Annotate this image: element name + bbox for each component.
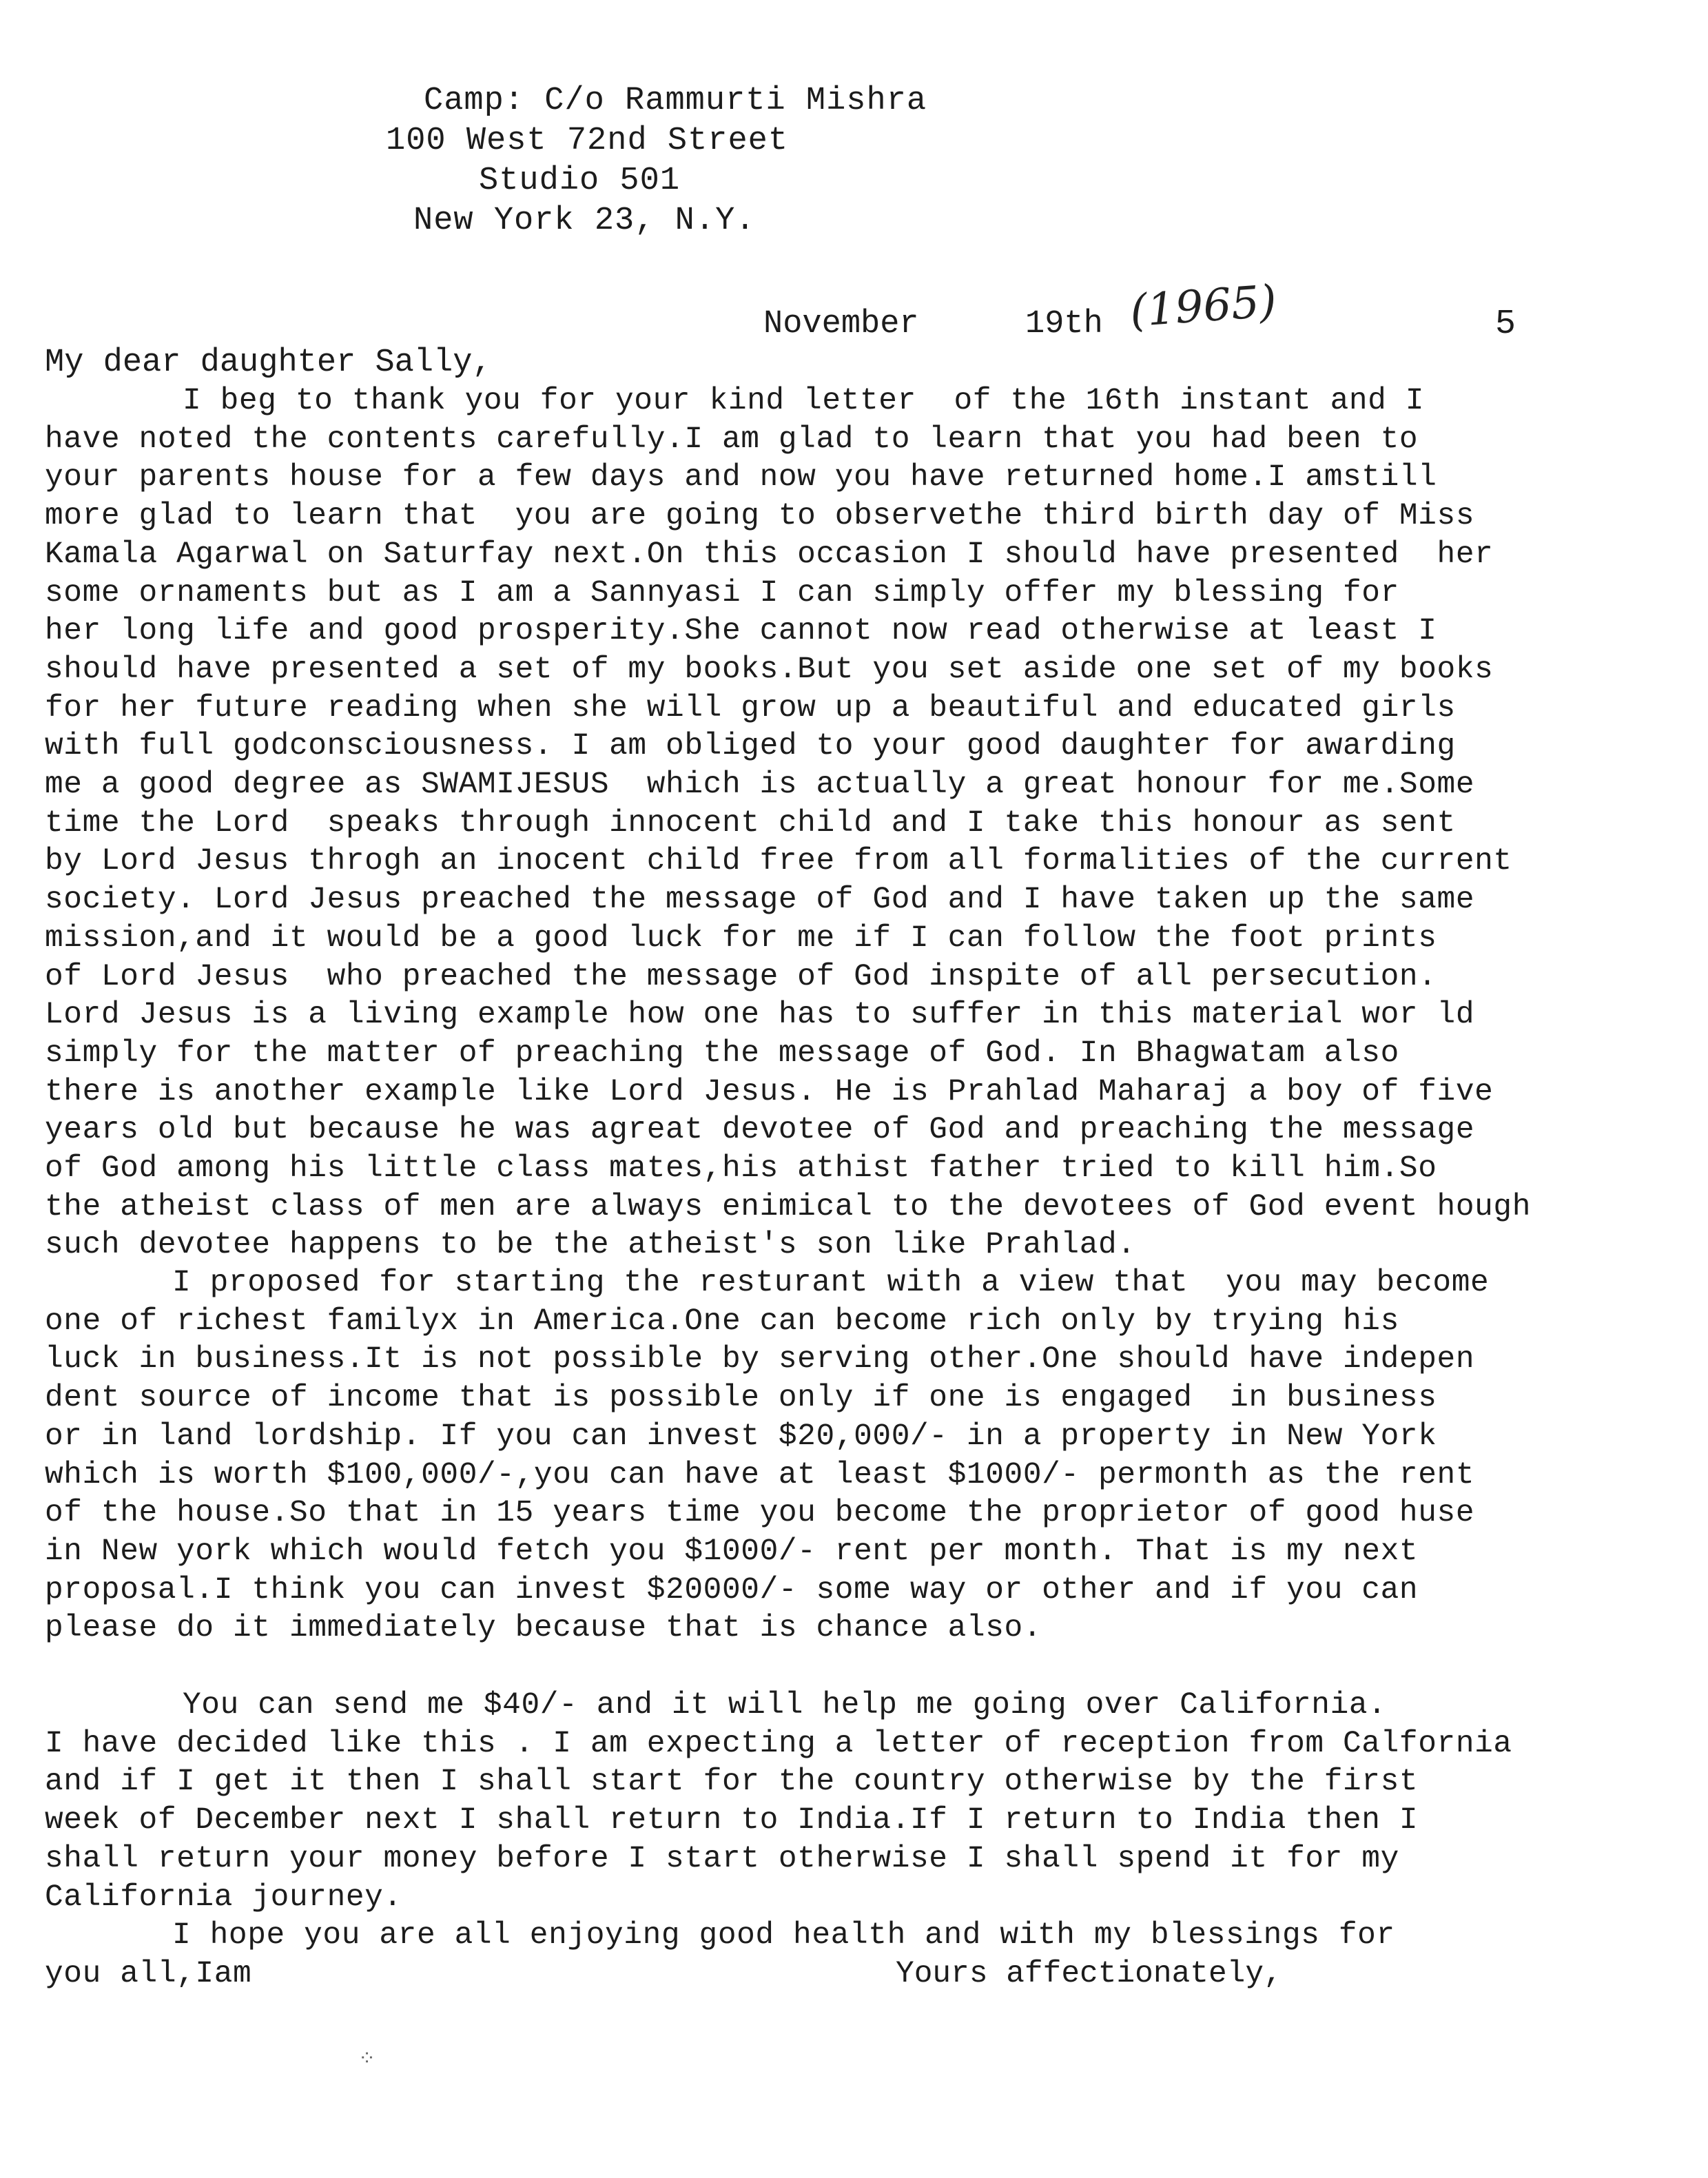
paragraph-3 — [45, 1687, 1657, 1917]
text-line: such devotee happens to be the atheist's son like Prahlad. — [45, 1228, 1136, 1263]
text-line: I hope you are all enjoying good health and with my blessings for — [172, 1918, 1395, 1953]
text-line: your parents house for a few days and now you have returned home.I amstill — [45, 460, 1437, 495]
address-line: Camp: C/o Rammurti Mishra — [424, 83, 927, 119]
ink-smudge: ⁘ — [358, 2048, 376, 2072]
text-line: simply for the matter of preaching the message of God. In Bhagwatam also — [45, 1036, 1399, 1071]
address-line: Studio 501 — [479, 163, 681, 199]
closing: Yours affectionately, — [896, 1957, 1282, 1991]
text-line: time the Lord speaks through innocent child and I take this honour as sent — [45, 805, 1456, 841]
text-line: there is another example like Lord Jesus. He is Prahlad Maharaj a boy of five — [45, 1074, 1494, 1109]
paragraph-1 — [45, 382, 1657, 1265]
text-line: the atheist class of men are always enimical to the devotees of God event hough — [45, 1189, 1532, 1224]
text-line: have noted the contents carefully.I am glad to learn that you had been to — [45, 422, 1419, 457]
text-line: dent source of income that is possible only if one is engaged in business — [45, 1381, 1437, 1416]
text-line: years old but because he was agreat devotee of God and preaching the message — [45, 1113, 1475, 1148]
text-line: of God among his little class mates,his athist father tried to kill him.So — [45, 1151, 1437, 1186]
text-line: and if I get it then I shall start for the country otherwise by the first — [45, 1765, 1419, 1800]
text-line: you all,Iam — [45, 1956, 252, 1991]
page-number: 5 — [1495, 305, 1516, 344]
text-line: in New york which would fetch you $1000/- rent per month. That is my next — [45, 1534, 1419, 1569]
text-line: should have presented a set of my books.But you set aside one set of my books — [45, 652, 1494, 687]
text-line: or in land lordship. If you can invest $20,000/- in a property in New York — [45, 1419, 1437, 1454]
text-line: Kamala Agarwal on Saturfay next.On this occasion I should have presented her — [45, 537, 1494, 572]
text-line: of Lord Jesus who preached the message of God inspite of all persecution. — [45, 959, 1437, 994]
text-line: her long life and good prosperity.She cannot now read otherwise at least I — [45, 614, 1437, 649]
text-line: more glad to learn that you are going to observethe third birth day of Miss — [45, 499, 1475, 534]
address-line: New York 23, N.Y. — [413, 203, 756, 239]
text-line: please do it immediately because that is chance also. — [45, 1611, 1042, 1646]
sender-address — [386, 81, 927, 241]
text-line: by Lord Jesus throgh an inocent child free from all formalities of the current — [45, 844, 1512, 879]
text-line: I beg to thank you for your kind letter of the 16th instant and I — [183, 384, 1425, 418]
date-day: 19th — [1025, 306, 1103, 342]
text-line: I have decided like this . I am expecting a letter of reception from Calfornia — [45, 1726, 1512, 1761]
text-line: week of December next I shall return to India.If I return to India then I — [45, 1803, 1419, 1838]
text-line: I proposed for starting the resturant with a view that you may become — [172, 1266, 1490, 1300]
text-line: You can send me $40/- and it will help me going over California. — [183, 1688, 1387, 1723]
text-line: one of richest familyx in America.One can become rich only by trying his — [45, 1304, 1399, 1339]
text-line: Lord Jesus is a living example how one has to suffer in this material wor ld — [45, 998, 1475, 1033]
text-line: society. Lord Jesus preached the message of God and I have taken up the same — [45, 883, 1475, 918]
text-line: mission,and it would be a good luck for me if I can follow the foot prints — [45, 921, 1437, 956]
handwritten-year: (1965) — [1128, 276, 1279, 338]
text-line: me a good degree as SWAMIJESUS which is actually a great honour for me.Some — [45, 768, 1475, 803]
text-line: of the house.So that in 15 years time you become the proprietor of good huse — [45, 1496, 1475, 1531]
text-line: for her future reading when she will grow up a beautiful and educated girls — [45, 690, 1456, 726]
paragraph-2 — [45, 1264, 1657, 1648]
text-line: shall return your money before I start otherwise I shall spend it for my — [45, 1841, 1399, 1876]
text-line: California journey. — [45, 1880, 402, 1915]
date-month: November — [763, 306, 919, 342]
address-line: 100 West 72nd Street — [386, 123, 789, 159]
text-line: proposal.I think you can invest $20000/- some way or other and if you can — [45, 1572, 1419, 1607]
text-line: luck in business.It is not possible by serving other.One should have indepen — [45, 1342, 1475, 1377]
paragraph-4 — [45, 1917, 1657, 1993]
text-line: which is worth $100,000/-,you can have at least $1000/- permonth as the rent — [45, 1457, 1475, 1492]
text-line: with full godconsciousness. I am obliged to your good daughter for awarding — [45, 729, 1456, 764]
text-line: some ornaments but as I am a Sannyasi I can simply offer my blessing for — [45, 575, 1399, 610]
salutation: My dear daughter Sally, — [45, 345, 492, 381]
